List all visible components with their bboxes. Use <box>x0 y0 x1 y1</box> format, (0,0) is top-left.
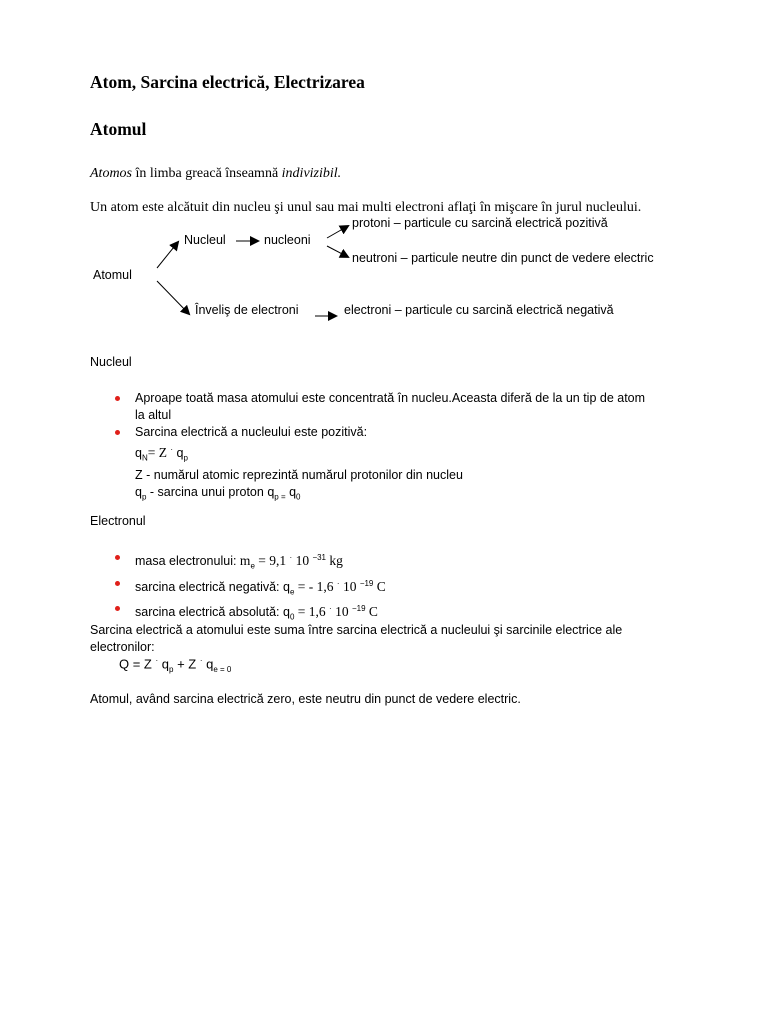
nucleu-heading: Nucleul <box>90 355 132 369</box>
atom-charge-line1: Sarcina electrică a atomului este suma între sarcina electrică a nucleului şi sarcinile electrice ale <box>90 623 623 637</box>
bullet-icon <box>115 555 120 560</box>
diagram-electroni: electroni – particule cu sarcină electrică negativă <box>344 303 614 317</box>
diagram-nucleu: Nucleul <box>184 233 226 247</box>
electron-heading: Electronul <box>90 514 146 528</box>
nucleu-item2-line1: Sarcina electrică a nucleului este pozitivă: <box>135 425 368 439</box>
arrow-nucleoni-to-protoni <box>327 226 348 238</box>
list-item <box>115 390 695 424</box>
list-item: masa electronului: $m_e = 9,1$ · 10 $^{-31}$ kg <box>115 549 695 575</box>
document-title: Atom, Sarcina electrică, Electrizarea <box>90 72 365 92</box>
section-heading: Atomul <box>90 119 147 139</box>
atom-charge-line2: electronilor: <box>90 640 155 654</box>
arrow-nucleoni-to-neutroni <box>327 246 348 257</box>
nucleus-charge-formula: $q_N= Z$ · $q_p$ <box>135 445 188 463</box>
intro-italic-meaning: indivizibil. <box>281 166 342 181</box>
bullet-icon <box>115 581 120 586</box>
atom-charge-paragraph <box>90 622 622 656</box>
nucleu-item1-line1: Aproape toată masa atomului este concentrată în nucleu.Aceasta diferă de la un tip de atom <box>135 391 646 405</box>
atom-charge-formula: Q = Z · $q_p + Z$ · $q_{e = 0}$ <box>119 656 232 674</box>
intro-text: în limba greacă înseamnă <box>132 166 282 181</box>
conclusion-paragraph: Atomul, având sarcina electrică zero, este neutru din punct de vedere electric. <box>90 692 521 706</box>
arrow-atom-to-invelis <box>157 281 189 314</box>
nucleu-list <box>115 390 695 505</box>
list-item: sarcina electrică absolută: $q_0 = 1,6$ · 10 $^{-19}$ C <box>115 600 695 626</box>
intro-italic-word: Atomos <box>90 166 132 181</box>
atomic-number-line: Z - numărul atomic reprezintă numărul protonilor din nucleu <box>135 467 463 482</box>
bullet-icon <box>115 430 120 435</box>
bullet-icon <box>115 396 120 401</box>
bullet-icon <box>115 606 120 611</box>
diagram-nucleoni: nucleoni <box>264 233 311 247</box>
diagram-neutroni: neutroni – particule neutre din punct de vedere electric <box>352 251 654 265</box>
diagram-protoni: protoni – particule cu sarcină electrică pozitivă <box>352 216 608 230</box>
diagram-invelis: Înveliş de electroni <box>195 303 299 317</box>
list-item: sarcina electrică negativă: $q_e$ = - 1,6 · 10 $^{-19}$ C <box>115 575 695 601</box>
list-item <box>115 424 695 505</box>
nucleu-item1-line2: la altul <box>135 408 172 422</box>
arrow-atom-to-nucleu <box>157 242 178 268</box>
electron-list <box>115 549 695 626</box>
proton-charge-line: $q_p$ - sarcina unui proton $q_{p =}$ $q_0$ <box>135 484 301 502</box>
atom-composition-paragraph: Un atom este alcătuit din nucleu şi unul sau mai multi electroni aflaţi în mişcare în jurul nucleului. <box>90 200 642 215</box>
diagram-root-atomul: Atomul <box>93 268 132 282</box>
